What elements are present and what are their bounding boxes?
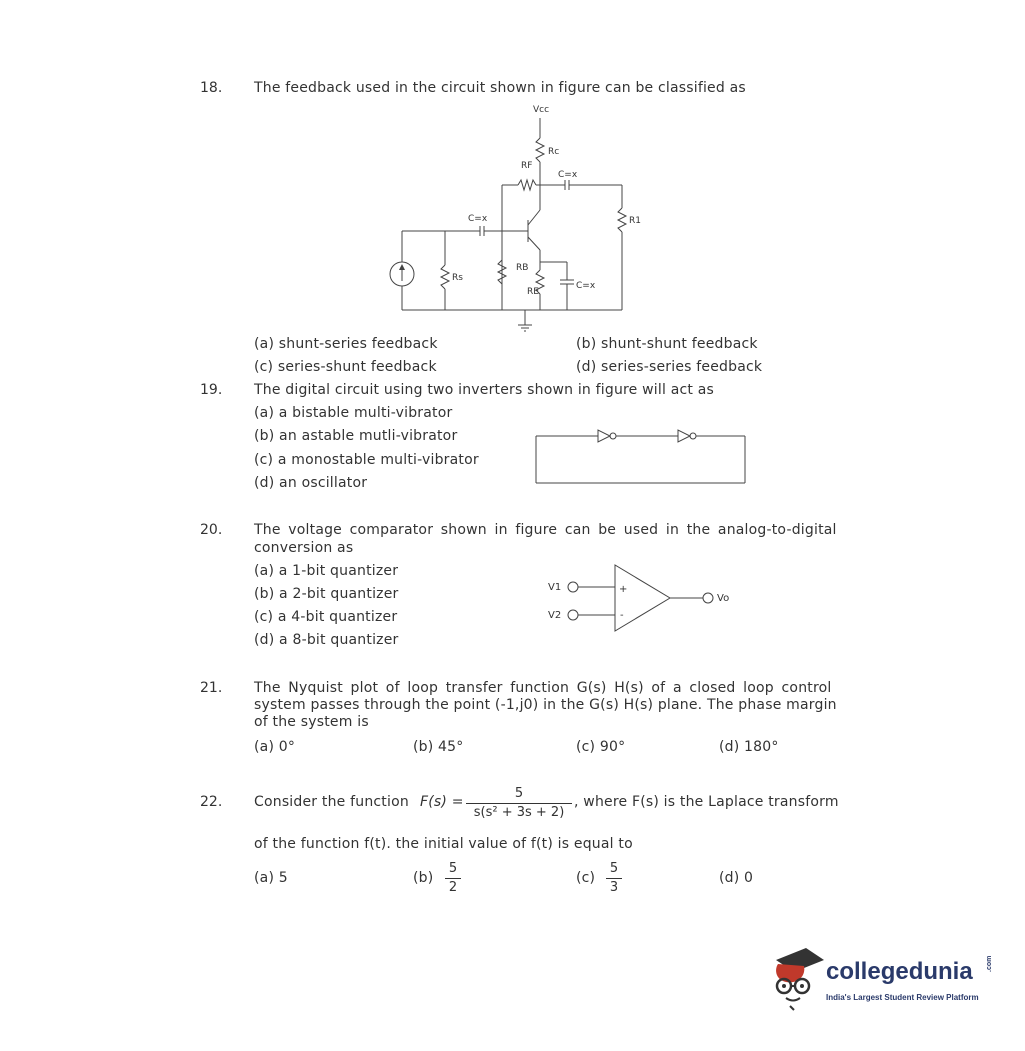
vo-label: Vo [717,593,730,604]
question-20-option-a: (a) a 1-bit quantizer [254,563,399,579]
rf-label: RF [521,161,533,171]
voltage-comparator-diagram [545,565,775,635]
question-18-text: The feedback used in the circuit shown in figure can be classified as [254,80,746,96]
option-b-numerator: 5 [448,861,458,876]
logo-tagline: India's Largest Student Review Platform [826,993,979,1002]
question-22-option-c-fraction [606,861,622,896]
question-19-number: 19. [200,382,223,398]
feedback-amplifier-circuit-diagram [390,100,650,335]
question-22-option-b-label: (b) [413,870,434,886]
fraction-bar [445,878,461,879]
question-18-number: 18. [200,80,223,96]
question-21-option-d: (d) 180° [719,739,779,755]
question-21-text-line1: The Nyquist plot of loop transfer function G(s) H(s) of a closed loop control [254,680,832,696]
question-20-option-b: (b) a 2-bit quantizer [254,586,399,602]
question-22-option-b-fraction [445,861,461,896]
question-22-option-c-label: (c) [576,870,596,886]
collegedunia-mascot-icon [766,940,826,1010]
v1-label: V1 [548,582,562,593]
rs-label: Rs [452,273,463,283]
r1-label: R1 [629,216,641,226]
capacitor-c3-label: C=x [576,281,596,291]
question-22-text-line2: of the function f(t). the initial value of f(t) is equal to [254,836,633,852]
v2-label: V2 [548,610,562,621]
question-21-option-a: (a) 0° [254,739,296,755]
question-18-option-b: (b) shunt-shunt feedback [576,336,758,352]
question-18-option-a: (a) shunt-series feedback [254,336,438,352]
rb-label: RB [516,263,529,273]
question-22-option-a: (a) 5 [254,870,288,886]
minus-label: - [620,610,624,621]
logo-name: collegedunia [826,958,973,985]
question-22-text-after: , where F(s) is the Laplace transform [574,794,839,810]
question-21-number: 21. [200,680,223,696]
question-18-option-c: (c) series-shunt feedback [254,359,437,375]
question-20-text-line1: The voltage comparator shown in figure can be used in the analog-to-digital [254,522,837,538]
question-19-option-d: (d) an oscillator [254,475,368,491]
question-19-text: The digital circuit using two inverters shown in figure will act as [254,382,714,398]
capacitor-c1-label: C=x [558,170,578,180]
question-22-function-name: F(s) = [420,794,464,810]
fraction-bar [606,878,622,879]
question-20-option-d: (d) a 8-bit quantizer [254,632,399,648]
question-20-text-line2: conversion as [254,540,354,556]
question-19-option-c: (c) a monostable multi-vibrator [254,452,479,468]
question-19-option-b: (b) an astable mutli-vibrator [254,428,458,444]
question-20-option-c: (c) a 4-bit quantizer [254,609,398,625]
question-22-number: 22. [200,794,223,810]
question-18-option-d: (d) series-series feedback [576,359,763,375]
question-19-option-a: (a) a bistable multi-vibrator [254,405,453,421]
function-denominator: s(s² + 3s + 2) [473,805,565,820]
question-22-text-before: Consider the function [254,794,409,810]
question-21-text-line2: system passes through the point (-1,j0) in the G(s) H(s) plane. The phase margin [254,697,837,713]
capacitor-c2-label: C=x [468,214,488,224]
question-22-option-d: (d) 0 [719,870,754,886]
vcc-label: Vcc [533,105,550,115]
question-22-function-fraction [466,786,572,821]
option-b-denominator: 2 [448,880,458,895]
plus-label: + [619,584,628,595]
re-label: RE [527,287,539,297]
option-c-denominator: 3 [609,880,619,895]
fraction-bar [466,803,572,804]
question-20-number: 20. [200,522,223,538]
rc-label: Rc [548,147,560,157]
question-21-option-b: (b) 45° [413,739,464,755]
function-numerator: 5 [514,786,524,801]
question-21-option-c: (c) 90° [576,739,626,755]
option-c-numerator: 5 [609,861,619,876]
two-inverter-loop-diagram [536,428,751,483]
question-21-text-line3: of the system is [254,714,369,730]
logo-suffix: .com [986,955,993,972]
